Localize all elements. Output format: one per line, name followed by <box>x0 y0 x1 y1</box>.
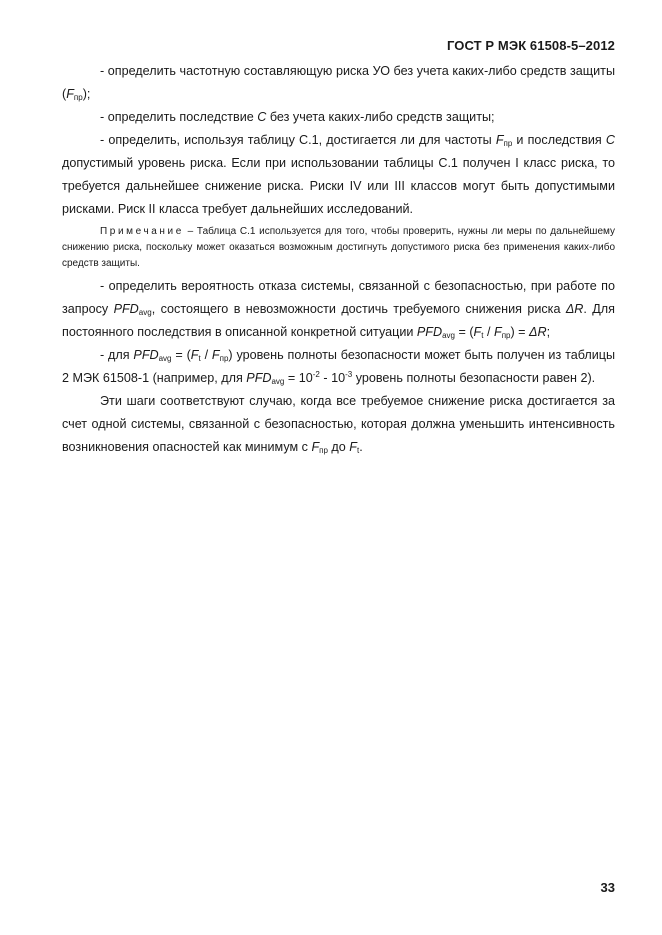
step-risk-class-paragraph: - определить, используя таблицу С.1, достигается ли для частоты $F_{пр}$ и последствия C допустимый уровень риска. Если при использовании таблицы С.1 получен I класс риска, то требуется дальнейшее снижение риска. Риски IV или III классов могут быть допустимыми рисками. Риск II класса требует дальнейших исследований. <box>62 133 615 216</box>
document-body <box>62 60 615 459</box>
step-consequence-paragraph: - определить последствие C без учета каких-либо средств защиты; <box>100 110 495 124</box>
summary-paragraph: Эти шаги соответствуют случаю, когда все требуемое снижение риска достигается за счет одной системы, связанной с безопасностью, которая должна уменьшить интенсивность возникновения опасностей как минимум с $F_{пр}$ до $F_t$. <box>62 394 615 455</box>
step-pfd-paragraph: - определить вероятность отказа системы, связанной с безопасностью, при работе по запросу $PFD_{avg}$, состоящего в невозможности достичь требуемого снижения риска ΔR. Для постоянного последствия в описанной конкретной ситуации $PFD_{avg} = (F_t / F_{пр}) = \Delta R$; <box>62 279 615 340</box>
step-sil-paragraph: - для $PFD_{avg} = (F_t / F_{пр})$ уровень полноты безопасности может быть получен из таблицы 2 МЭК 61508-1 (например, для $PFD_{avg} = 10^{-2} - 10^{-3}$ уровень полноты безопасности равен 2). <box>62 348 615 386</box>
note-label: Примечание <box>100 226 184 237</box>
page-number: 33 <box>600 880 615 895</box>
step-frequency-paragraph: - определить частотную составляющую риска УО без учета каких-либо средств защиты $(F_{пр})$; <box>62 64 615 102</box>
note-paragraph: Примечание – Таблица С.1 используется для того, чтобы проверить, нужны ли меры по дальнейшему снижению риска, поскольку может оказаться возможным достигнуть допустимого риска без применения каких-либо средств защиты. <box>62 226 615 269</box>
document-code: ГОСТ Р МЭК 61508-5–2012 <box>447 38 615 53</box>
